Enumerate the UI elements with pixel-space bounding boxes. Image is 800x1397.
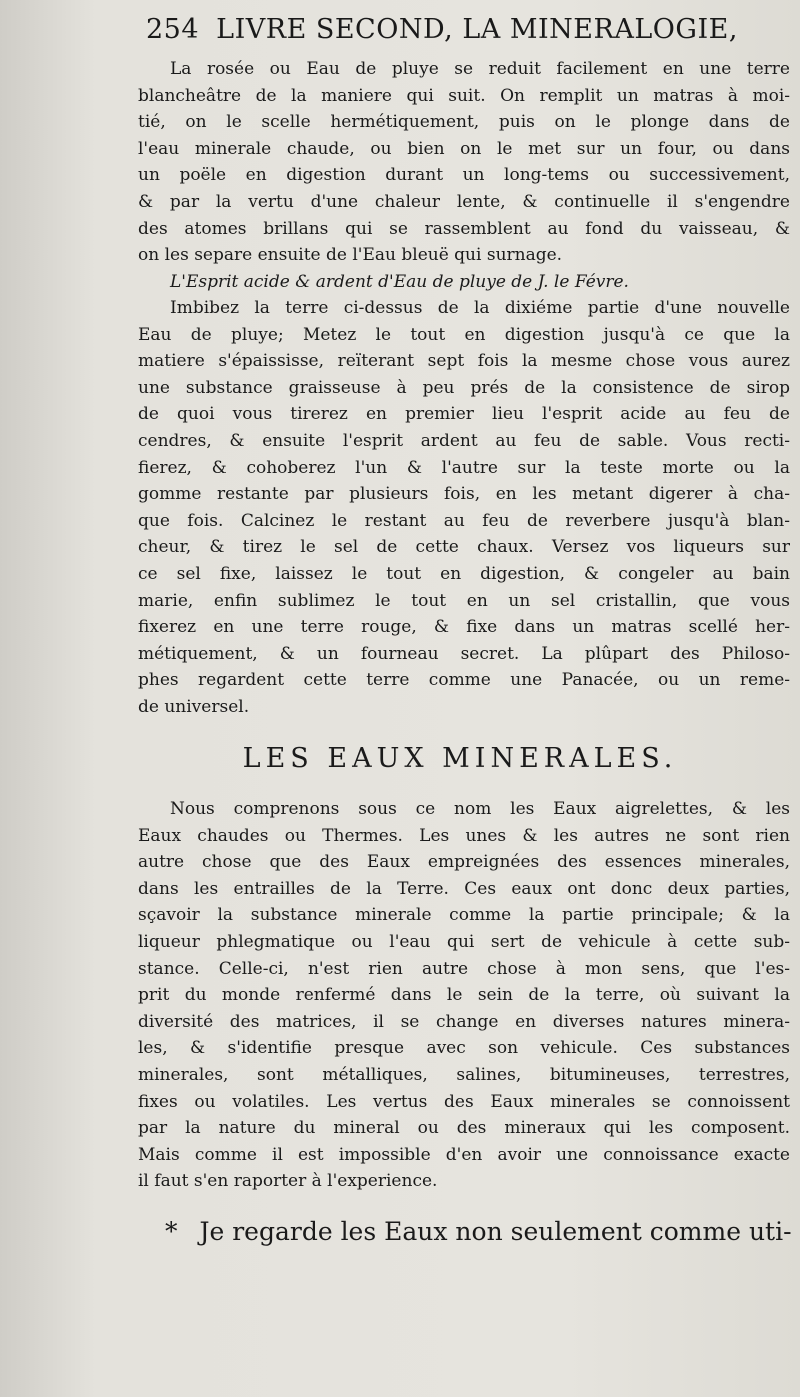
text-line: marie, enfin sublimez le tout en un sel cristallin, que vous	[138, 590, 790, 611]
text-line: Eau de pluye; Metez le tout en digestion jusqu'à ce que la	[138, 324, 790, 345]
text-line: diversité des matrices, il se change en diverses natures minera-	[138, 1011, 790, 1032]
text-line: sçavoir la substance minerale comme la partie principale; & la	[138, 905, 790, 926]
text-line: stance. Celle-ci, n'est rien autre chose à mon sens, que l'es-	[138, 958, 790, 979]
text-line: autre chose que des Eaux empreignées des essences minerales,	[138, 852, 790, 873]
paragraph-esprit	[138, 295, 790, 721]
text-line: de quoi vous tirerez en premier lieu l'esprit acide au feu de	[138, 404, 790, 425]
text-line: les, & s'identifie presque avec son vehicule. Ces substances	[138, 1038, 790, 1059]
text-line: on les separe ensuite de l'Eau bleuë qui surnage.	[138, 245, 563, 266]
text-line: tié, on le scelle hermétiquement, puis on le plonge dans de	[138, 112, 790, 133]
text-line: un poële en digestion durant un long-tems ou successivement,	[138, 165, 790, 186]
footnote-text: Je regarde les Eaux non seulement comme uti-	[199, 1217, 792, 1246]
text-line: gomme restante par plusieurs fois, en les metant digerer à cha-	[138, 484, 790, 505]
text-line: & par la vertu d'une chaleur lente, & continuelle il s'engendre	[138, 191, 790, 212]
text-line: dans les entrailles de la Terre. Ces eaux ont donc deux parties,	[138, 878, 790, 899]
text-line: cendres, & ensuite l'esprit ardent au feu de sable. Vous recti-	[138, 430, 790, 451]
text-line: ce sel fixe, laissez le tout en digestion, & congeler au bain	[138, 563, 790, 584]
footnote-line	[165, 1217, 792, 1246]
text-line: des atomes brillans qui se rassemblent au fond du vaisseau, &	[138, 218, 790, 239]
text-line: que fois. Calcinez le restant au feu de reverbere jusqu'à blan-	[138, 510, 790, 531]
text-line: phes regardent cette terre comme une Panacée, ou un reme-	[138, 670, 790, 691]
asterisk-marker: *	[165, 1217, 178, 1246]
text-line: Mais comme il est impossible d'en avoir une connoissance exacte	[138, 1144, 790, 1165]
text-line: une substance graisseuse à peu prés de la consistence de sirop	[138, 377, 790, 398]
section-heading: LES EAUX MINERALES.	[242, 743, 678, 774]
paragraph-rosee	[138, 56, 790, 295]
page-number: 254	[146, 14, 200, 45]
text-line: La rosée ou Eau de pluye se reduit facilement en une terre	[170, 59, 790, 79]
text-line: fixerez en une terre rouge, & fixe dans un matras scellé her-	[138, 617, 790, 638]
text-line: l'eau minerale chaude, ou bien on le met sur un four, ou dans	[138, 138, 790, 159]
text-line: matiere s'épaississe, reïterant sept fois la mesme chose vous aurez	[138, 351, 790, 372]
text-line: Imbibez la terre ci-dessus de la dixiéme partie d'une nouvelle	[170, 298, 790, 318]
text-line: de universel.	[138, 696, 250, 717]
text-line: prit du monde renfermé dans le sein de la terre, où suivant la	[138, 985, 790, 1006]
text-line: fixes ou volatiles. Les vertus des Eaux minerales se connoissent	[138, 1091, 790, 1112]
text-line: liqueur phlegmatique ou l'eau qui sert de vehicule à cette sub-	[138, 931, 790, 952]
text-line: par la nature du mineral ou des mineraux qui les composent.	[138, 1118, 790, 1139]
paragraph-eaux-minerales	[138, 796, 790, 1195]
running-header	[146, 14, 786, 45]
recipe-subtitle: L'Esprit acide & ardent d'Eau de pluye de J. le Févre.	[170, 271, 629, 292]
text-line: fierez, & cohoberez l'un & l'autre sur la teste morte ou la	[138, 457, 790, 478]
text-line: métiquement, & un fourneau secret. La plûpart des Philoso-	[138, 643, 790, 664]
text-line: Eaux chaudes ou Thermes. Les unes & les autres ne sont rien	[138, 825, 790, 846]
text-line: blancheâtre de la maniere qui suit. On remplit un matras à moi-	[138, 85, 790, 106]
text-line: il faut s'en raporter à l'experience.	[138, 1171, 438, 1192]
text-line: minerales, sont métalliques, salines, bitumineuses, terrestres,	[138, 1064, 790, 1085]
text-line: Nous comprenons sous ce nom les Eaux aigrelettes, & les	[170, 799, 790, 819]
text-line: cheur, & tirez le sel de cette chaux. Versez vos liqueurs sur	[138, 537, 790, 558]
running-title: LIVRE SECOND, LA MINERALOGIE,	[216, 14, 738, 45]
